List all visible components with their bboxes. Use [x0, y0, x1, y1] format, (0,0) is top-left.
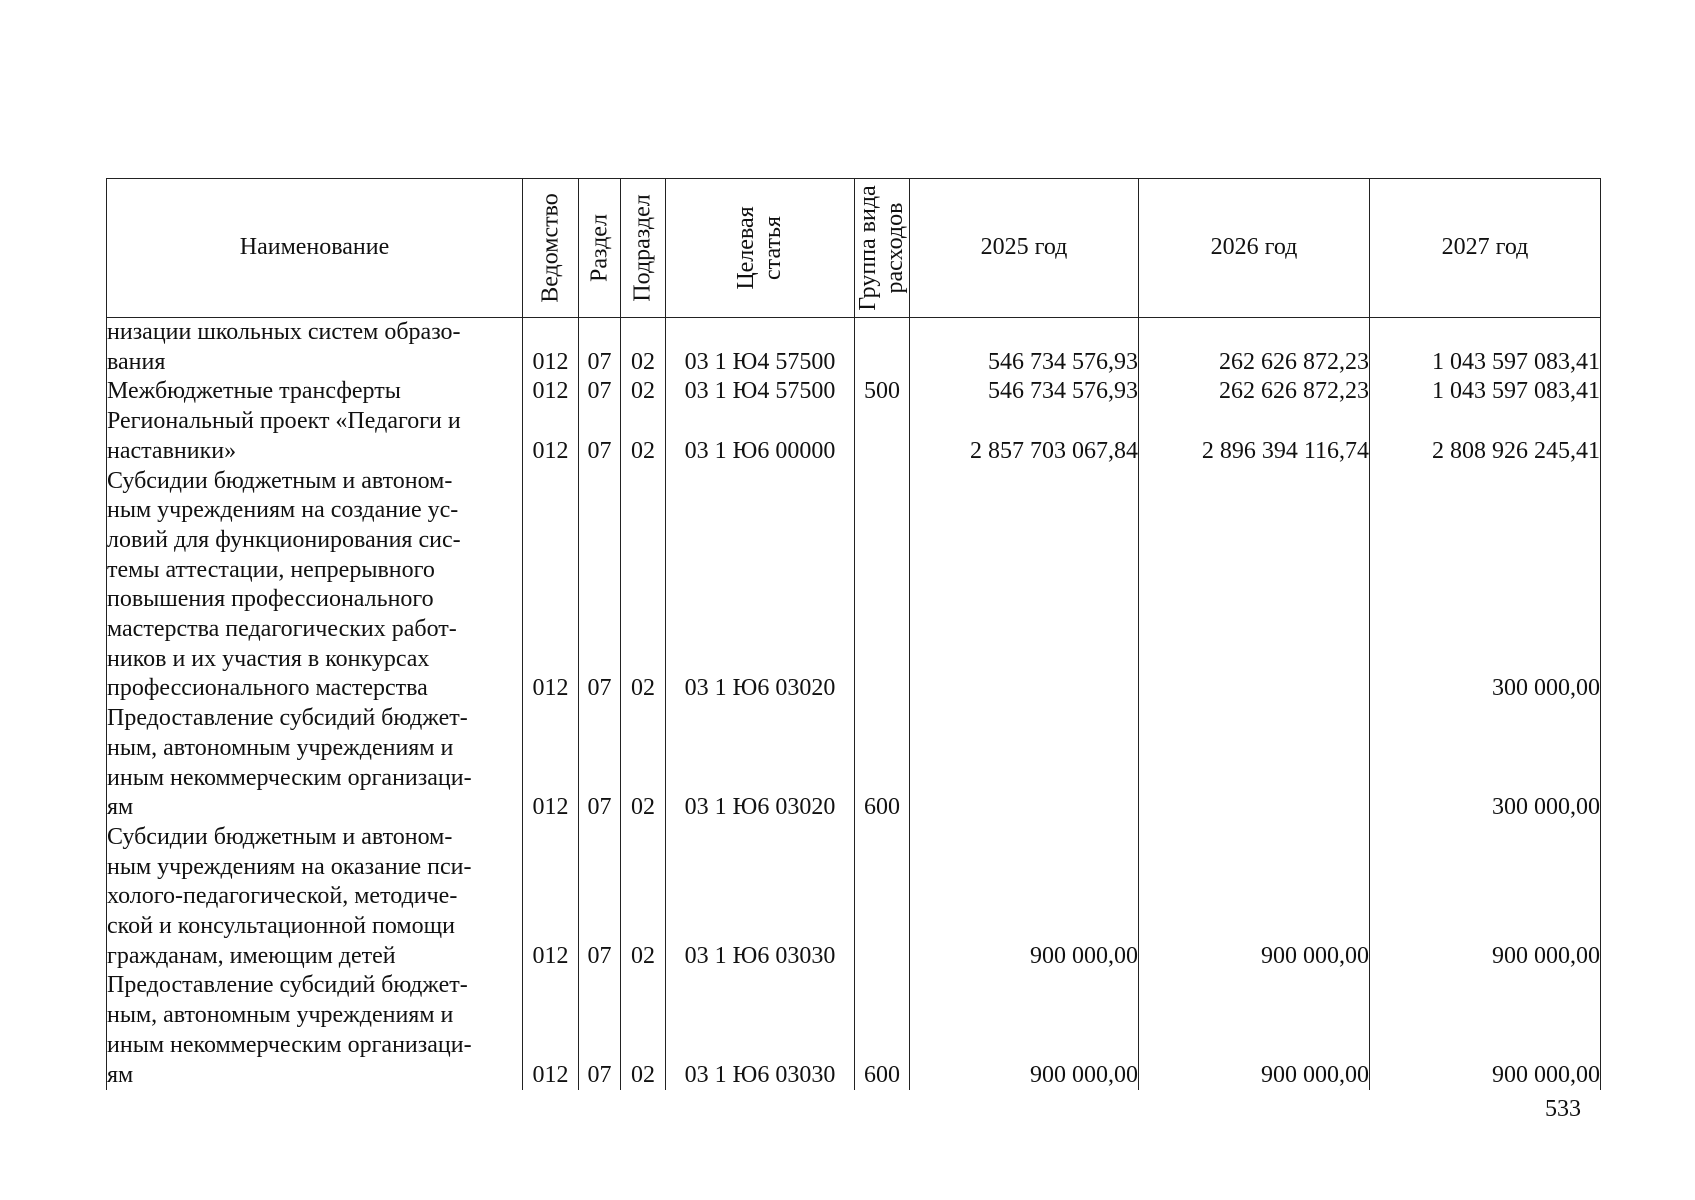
cell-vedomstvo: 012 — [523, 318, 579, 378]
cell-year-2025: 2 857 703 067,84 — [910, 407, 1139, 466]
cell-razdel: 07 — [579, 318, 621, 378]
cell-podrazdel: 02 — [621, 377, 666, 407]
header-celevaya-statya: Целевая статья — [666, 179, 855, 318]
name-line: иным некоммерческим организаци- — [107, 764, 472, 791]
name-line: Предоставление субсидий бюджет- — [107, 972, 468, 999]
cell-podrazdel: 02 — [621, 407, 666, 466]
name-line: ловий для функционирования сис- — [107, 526, 461, 553]
row-school-systems — [107, 318, 1601, 378]
header-name: Наименование — [107, 179, 523, 318]
cell-gruppa: 600 — [855, 971, 910, 1090]
cell-razdel: 07 — [579, 467, 621, 705]
cell-name — [107, 318, 523, 378]
cell-year-2025: 546 734 576,93 — [910, 318, 1139, 378]
cell-year-2027: 900 000,00 — [1370, 971, 1601, 1090]
name-line: Субсидии бюджетным и автоном- — [107, 823, 453, 850]
cell-name — [107, 407, 523, 466]
cell-gruppa — [855, 318, 910, 378]
cell-name — [107, 377, 523, 407]
name-line: ным, автономным учреждениям и — [107, 734, 454, 761]
cell-gruppa — [855, 407, 910, 466]
name-line: мастерства педагогических работ- — [107, 616, 457, 643]
cell-gruppa — [855, 823, 910, 972]
cell-year-2025 — [910, 704, 1139, 823]
cell-year-2025: 900 000,00 — [910, 971, 1139, 1090]
cell-year-2027: 1 043 597 083,41 — [1370, 318, 1601, 378]
cell-name — [107, 823, 523, 972]
row-regional-project — [107, 407, 1601, 466]
cell-year-2026: 2 896 394 116,74 — [1139, 407, 1370, 466]
cell-year-2026 — [1139, 704, 1370, 823]
cell-name — [107, 704, 523, 823]
name-line: ным учреждениям на создание ус- — [107, 497, 459, 524]
cell-year-2027: 300 000,00 — [1370, 704, 1601, 823]
header-podrazdel: Подраздел — [621, 179, 666, 318]
name-line: ям — [107, 794, 134, 821]
cell-vedomstvo: 012 — [523, 467, 579, 705]
cell-razdel: 07 — [579, 823, 621, 972]
cell-year-2027: 300 000,00 — [1370, 467, 1601, 705]
name-line: низации школьных систем образо- — [107, 319, 461, 345]
cell-celevaya-statya: 03 1 Ю6 03030 — [666, 971, 855, 1090]
cell-celevaya-statya: 03 1 Ю4 57500 — [666, 318, 855, 378]
cell-year-2026 — [1139, 467, 1370, 705]
cell-year-2027: 900 000,00 — [1370, 823, 1601, 972]
row-predostavlenie-1 — [107, 704, 1601, 823]
cell-gruppa: 600 — [855, 704, 910, 823]
table-header — [107, 179, 1601, 318]
budget-table — [106, 178, 1601, 1090]
row-mezhbyudzhetnye — [107, 377, 1601, 407]
cell-name — [107, 971, 523, 1090]
cell-year-2025: 900 000,00 — [910, 823, 1139, 972]
cell-year-2026: 262 626 872,23 — [1139, 318, 1370, 378]
cell-year-2027: 1 043 597 083,41 — [1370, 377, 1601, 407]
cell-year-2027: 2 808 926 245,41 — [1370, 407, 1601, 466]
name-line: Предоставление субсидий бюджет- — [107, 705, 468, 732]
cell-podrazdel: 02 — [621, 704, 666, 823]
cell-celevaya-statya: 03 1 Ю4 57500 — [666, 377, 855, 407]
cell-celevaya-statya: 03 1 Ю6 03020 — [666, 467, 855, 705]
name-line: ным учреждениям на оказание пси- — [107, 853, 472, 880]
name-line: ников и их участия в конкурсах — [107, 645, 430, 672]
table-body — [107, 318, 1601, 1091]
name-line: наставники» — [107, 437, 237, 464]
cell-podrazdel: 02 — [621, 467, 666, 705]
name-line: профессионального мастерства — [107, 675, 428, 702]
page-number: 533 — [1545, 1096, 1581, 1122]
cell-podrazdel: 02 — [621, 318, 666, 378]
name-line: темы аттестации, непрерывного — [107, 556, 435, 583]
cell-vedomstvo: 012 — [523, 704, 579, 823]
header-year-2025: 2025 год — [910, 179, 1139, 318]
cell-name — [107, 467, 523, 705]
cell-year-2026: 900 000,00 — [1139, 823, 1370, 972]
name-line: повышения профессионального — [107, 586, 434, 613]
name-line: ным, автономным учреждениям и — [107, 1002, 454, 1029]
name-line: ям — [107, 1061, 134, 1088]
row-subsidii-pomosch — [107, 823, 1601, 972]
cell-vedomstvo: 012 — [523, 407, 579, 466]
header-razdel: Раздел — [579, 179, 621, 318]
name-line: Субсидии бюджетным и автоном- — [107, 467, 453, 494]
cell-razdel: 07 — [579, 704, 621, 823]
cell-vedomstvo: 012 — [523, 377, 579, 407]
cell-podrazdel: 02 — [621, 971, 666, 1090]
cell-year-2026: 900 000,00 — [1139, 971, 1370, 1090]
name-line: холого-педагогической, методиче- — [107, 883, 458, 910]
cell-celevaya-statya: 03 1 Ю6 03030 — [666, 823, 855, 972]
name-line: иным некоммерческим организаци- — [107, 1031, 472, 1058]
row-subsidii-attestaciya — [107, 467, 1601, 705]
cell-year-2026: 262 626 872,23 — [1139, 377, 1370, 407]
name-line: ской и консультационной помощи — [107, 913, 455, 940]
header-year-2027: 2027 год — [1370, 179, 1601, 318]
cell-razdel: 07 — [579, 407, 621, 466]
cell-gruppa — [855, 467, 910, 705]
cell-year-2025 — [910, 467, 1139, 705]
cell-year-2025: 546 734 576,93 — [910, 377, 1139, 407]
name-line: гражданам, имеющим детей — [107, 942, 396, 969]
name-line: вания — [107, 348, 166, 375]
cell-vedomstvo: 012 — [523, 823, 579, 972]
header-year-2026: 2026 год — [1139, 179, 1370, 318]
cell-celevaya-statya: 03 1 Ю6 00000 — [666, 407, 855, 466]
header-gruppa-vida-rashodov: Группа вида расходов — [855, 179, 910, 318]
cell-gruppa: 500 — [855, 377, 910, 407]
cell-razdel: 07 — [579, 971, 621, 1090]
row-predostavlenie-2 — [107, 971, 1601, 1090]
name-line: Межбюджетные трансферты — [107, 378, 401, 405]
name-line: Региональный проект «Педагоги и — [107, 408, 461, 435]
cell-razdel: 07 — [579, 377, 621, 407]
cell-vedomstvo: 012 — [523, 971, 579, 1090]
header-vedomstvo: Ведомство — [523, 179, 579, 318]
cell-celevaya-statya: 03 1 Ю6 03020 — [666, 704, 855, 823]
cell-podrazdel: 02 — [621, 823, 666, 972]
